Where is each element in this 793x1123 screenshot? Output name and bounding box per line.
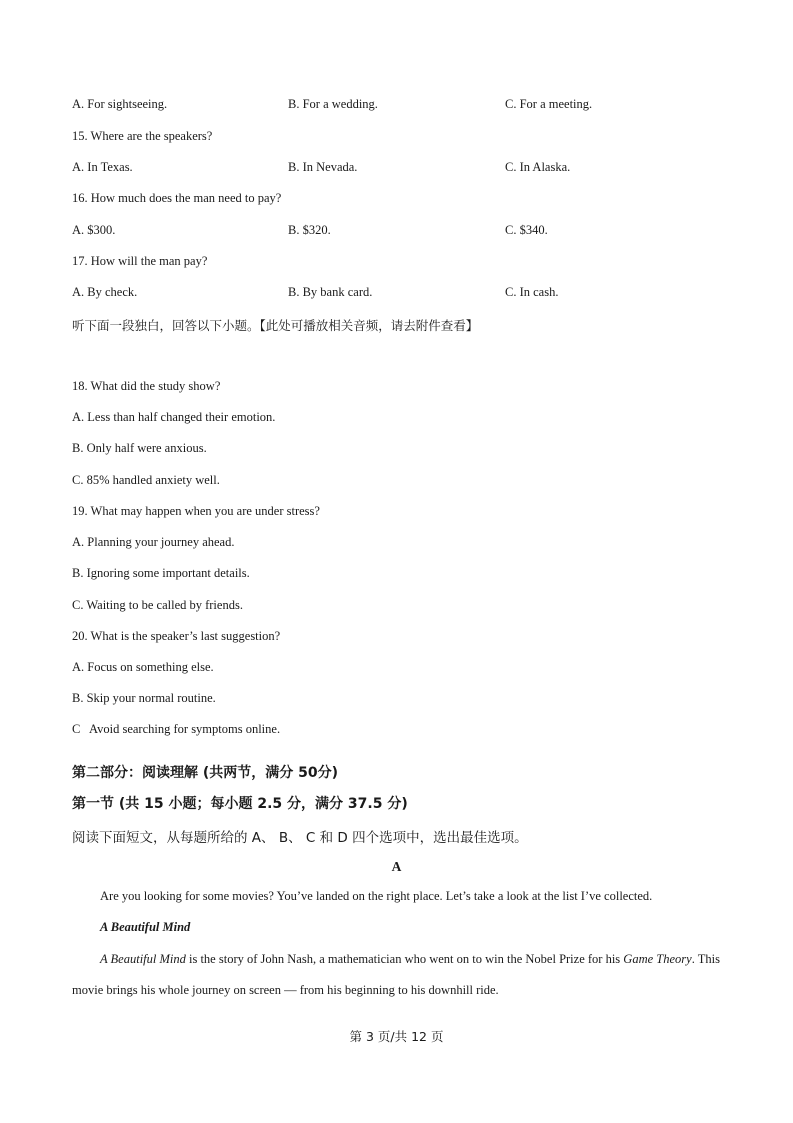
movie-description: [72, 944, 722, 1006]
passage-intro: Are you looking for some movies? You’ve landed on the right place. Let’s take a look at the list I’ve collected.: [100, 889, 653, 903]
q17-stem: 17. How will the man pay?: [72, 254, 208, 268]
movie-title-inline: A Beautiful Mind: [100, 952, 186, 966]
q14-option-b: B. For a wedding.: [288, 97, 378, 111]
page-footer: 第 3 页/共 12 页: [349, 1029, 444, 1044]
movie-title-heading: A Beautiful Mind: [100, 920, 191, 934]
q17-option-b: B. By bank card.: [288, 285, 373, 299]
q15-option-c: C. In Alaska.: [505, 160, 571, 174]
game-theory-term: Game Theory: [623, 952, 692, 966]
movie-description-text-b: . This movie brings his whole journey on screen — from his beginning to his downhill ride.: [72, 952, 720, 997]
q17-option-a: A. By check.: [72, 285, 138, 299]
q19-stem: 19. What may happen when you are under stress?: [72, 504, 320, 518]
q20-option-c: C Avoid searching for symptoms online.: [72, 722, 281, 736]
q19-option-a: A. Planning your journey ahead.: [72, 535, 235, 549]
q16-option-c: C. $340.: [505, 223, 548, 237]
q20-option-a: A. Focus on something else.: [72, 660, 214, 674]
q15-option-b: B. In Nevada.: [288, 160, 358, 174]
q15-option-a: A. In Texas.: [72, 160, 133, 174]
monologue-instruction: 听下面一段独白，回答以下小题。【此处可播放相关音频，请去附件查看】: [72, 318, 479, 333]
q16-stem: 16. How much does the man need to pay?: [72, 191, 282, 205]
q17-option-c: C. In cash.: [505, 285, 559, 299]
q14-option-c: C. For a meeting.: [505, 97, 593, 111]
q18-option-c: C. 85% handled anxiety well.: [72, 473, 220, 487]
part2-section1-heading: 第一节 (共 15 小题；每小题 2.5 分，满分 37.5 分): [72, 796, 408, 812]
q20-option-b: B. Skip your normal routine.: [72, 691, 216, 705]
q14-option-a: A. For sightseeing.: [72, 97, 168, 111]
q16-option-b: B. $320.: [288, 223, 331, 237]
movie-description-text-a: is the story of John Nash, a mathematician who went on to win the Nobel Prize for his: [185, 952, 624, 966]
passage-label: A: [391, 859, 402, 874]
part2-instruction: 阅读下面短文，从每题所给的 A、 B、 C 和 D 四个选项中，选出最佳选项。: [72, 830, 528, 846]
q16-option-a: A. $300.: [72, 223, 116, 237]
q19-option-b: B. Ignoring some important details.: [72, 566, 250, 580]
q18-stem: 18. What did the study show?: [72, 379, 221, 393]
q15-stem: 15. Where are the speakers?: [72, 129, 213, 143]
part2-title: 第二部分：阅读理解 (共两节，满分 50分): [72, 765, 339, 781]
q19-option-c: C. Waiting to be called by friends.: [72, 598, 243, 612]
q20-stem: 20. What is the speaker’s last suggestion?: [72, 629, 281, 643]
q18-option-a: A. Less than half changed their emotion.: [72, 410, 276, 424]
q18-option-b: B. Only half were anxious.: [72, 441, 207, 455]
